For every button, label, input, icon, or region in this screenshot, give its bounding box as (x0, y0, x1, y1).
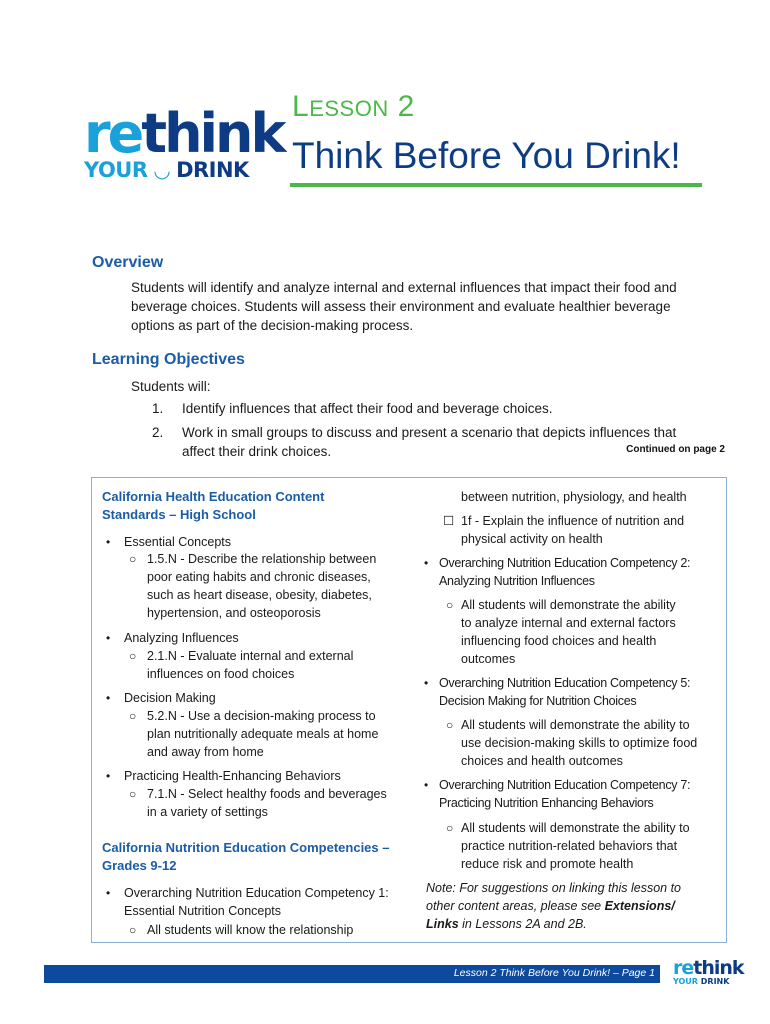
nutrition-competencies-heading: California Nutrition Education Competencies – Grades 9-12 (102, 840, 390, 873)
bullet: • (424, 556, 429, 570)
sub-bullet: ○ (129, 923, 137, 937)
lesson-label: LESSON 2 (292, 90, 415, 123)
bullet: • (106, 631, 111, 645)
objective-number: 2. (152, 425, 164, 440)
standard-detail: 1.5.N - Describe the relationship between poor eating habits and chronic diseases, such as heart disease, obesity, diabetes, hypertension, and osteoporosis (147, 552, 377, 620)
competency-detail: All students will know the relationship (147, 923, 354, 937)
competency-title: Overarching Nutrition Education Competency 5: Decision Making for Nutrition Choices (439, 676, 691, 708)
standard-category: Analyzing Influences (124, 631, 239, 645)
page-title: Think Before You Drink! (292, 135, 681, 176)
objective-number: 1. (152, 401, 164, 416)
bullet: • (424, 676, 429, 690)
bullet: • (106, 535, 111, 549)
title-underline (290, 183, 702, 187)
standard-detail: 7.1.N - Select healthy foods and beverages in a variety of settings (147, 787, 387, 819)
overview-heading: Overview (92, 254, 164, 271)
standard-category: Essential Concepts (124, 535, 232, 549)
bullet: • (106, 886, 111, 900)
sub-bullet: ○ (129, 787, 137, 801)
competency-detail: All students will demonstrate the ability to use decision-making skills to optimize food choices and health outcomes (461, 718, 698, 768)
standard-detail: 5.2.N - Use a decision-making process to plan nutritionally adequate meals at home and away from home (147, 709, 379, 759)
footer-logo: rethink YOUR DRINK (673, 957, 744, 986)
standard-category: Practicing Health-Enhancing Behaviors (124, 769, 341, 783)
logo-re: re (84, 102, 142, 165)
competency-objective: 1f - Explain the influence of nutrition and physical activity on health (461, 514, 685, 546)
standard-detail: 2.1.N - Evaluate internal and external influences on food choices (147, 649, 354, 681)
logo-your: YOUR (84, 158, 148, 182)
rethink-your-drink-logo (84, 102, 284, 190)
standard-category: Decision Making (124, 691, 216, 705)
overview-text: Students will identify and analyze internal and external influences that impact their food and beverage choices. Students will assess their environment and evaluate healthier beverage options as part of the decision-making process. (131, 280, 677, 333)
health-standards-heading: California Health Education Content Standards – High School (102, 489, 325, 522)
logo-think: think (141, 102, 284, 165)
objective-text: Identify influences that affect their food and beverage choices. (182, 401, 553, 416)
sub-bullet: ○ (446, 718, 454, 732)
objective-text: Work in small groups to discuss and present a scenario that depicts influences that affect their drink choices. (182, 425, 677, 459)
competency-detail: All students will demonstrate the ability to practice nutrition-related behaviors that reduce risk and promote health (461, 821, 690, 871)
logo-drink: DRINK (176, 158, 249, 182)
bullet: • (106, 769, 111, 783)
footer-page-label: Lesson 2 Think Before You Drink! – Page 1 (453, 967, 655, 979)
continued-note: Continued on page 2 (626, 444, 725, 455)
extensions-note: Note: For suggestions on linking this lesson to other content areas, please see Extensions/ Links in Lessons 2A and 2B. (426, 881, 681, 931)
sub-bullet: ○ (129, 709, 137, 723)
checkbox-marker: ☐ (443, 514, 455, 528)
extensions-link-text: Extensions/ (604, 899, 675, 913)
bullet: • (106, 691, 111, 705)
water-drop-icon: ◡ (154, 158, 170, 182)
competency-title: Overarching Nutrition Education Competency 7: Practicing Nutrition Enhancing Behaviors (439, 778, 691, 810)
competency-title: Overarching Nutrition Education Competency 1: Essential Nutrition Concepts (124, 886, 389, 918)
sub-bullet: ○ (129, 552, 137, 566)
competency-title: Overarching Nutrition Education Competency 2: Analyzing Nutrition Influences (439, 556, 691, 588)
objectives-heading: Learning Objectives (92, 351, 245, 368)
sub-bullet: ○ (446, 821, 454, 835)
sub-bullet: ○ (446, 598, 454, 612)
competency-detail: All students will demonstrate the ability to analyze internal and external factors influencing food choices and health outcomes (461, 598, 676, 666)
competency-detail-continued: between nutrition, physiology, and health (461, 490, 687, 504)
objectives-intro: Students will: (131, 379, 211, 394)
bullet: • (424, 778, 429, 792)
links-text: Links (426, 917, 459, 931)
sub-bullet: ○ (129, 649, 137, 663)
